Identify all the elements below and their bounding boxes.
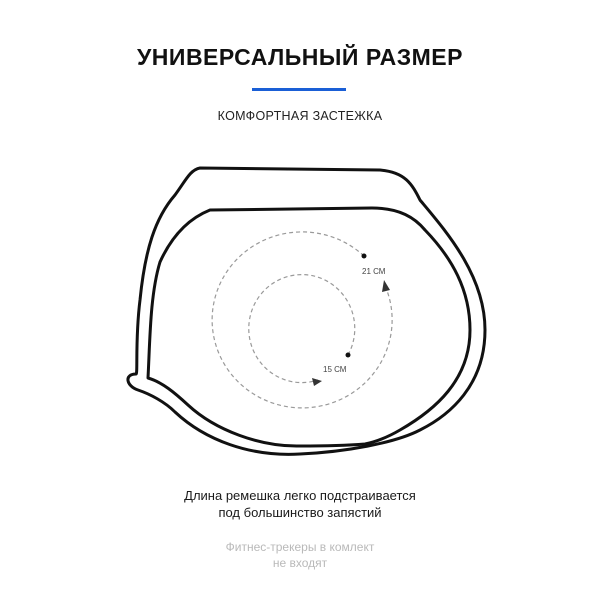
caption	[0, 487, 600, 521]
inner-measure-label: 15 СМ	[323, 365, 347, 374]
outer-measure-label: 21 СМ	[362, 267, 386, 276]
inner-measure-arrow	[312, 378, 322, 386]
inner-measure-dot	[346, 353, 351, 358]
caption-line-2: под большинство запястий	[218, 505, 382, 520]
strap-outer-outline	[128, 168, 485, 454]
outer-measure-arrow	[382, 280, 390, 292]
note-line-1: Фитнес-трекеры в комлект	[225, 540, 375, 554]
note-line-2: не входят	[272, 556, 328, 570]
disclaimer-note	[0, 539, 600, 571]
strap-inner-outline	[148, 208, 470, 446]
page-title: УНИВЕРСАЛЬНЫЙ РАЗМЕР	[137, 44, 463, 70]
caption-line-1: Длина ремешка легко подстраивается	[184, 488, 416, 503]
page-subtitle: КОМФОРТНАЯ ЗАСТЕЖКА	[217, 109, 383, 123]
outer-measure-circle	[212, 232, 392, 408]
outer-measure-dot	[362, 254, 367, 259]
